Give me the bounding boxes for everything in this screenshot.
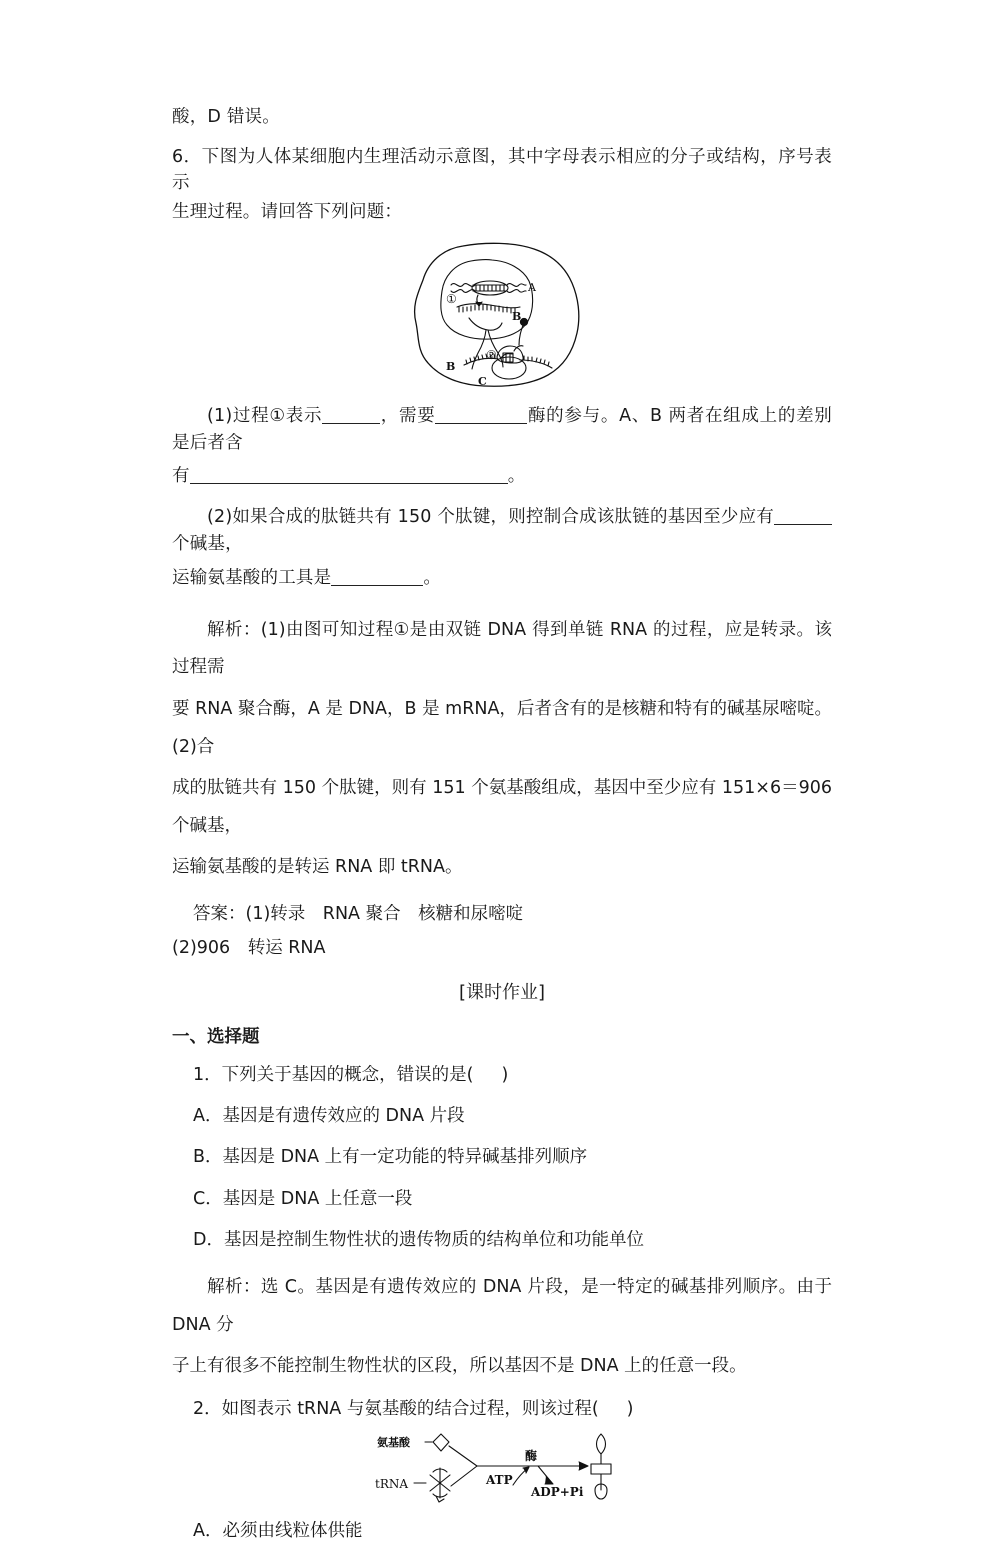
homework-q1-stem xyxy=(172,1062,832,1088)
sub1-text-c: 酶的参与。A、B 两者在组成上的差别是后者含 xyxy=(172,405,832,453)
label-amino-acid: 氨基酸 xyxy=(377,1436,410,1450)
sub1-text-e: 。 xyxy=(507,466,526,487)
sub2-text-a: (2)如果合成的肽链共有 150 个肽键，则控制合成该肽链的基因至少应有 xyxy=(207,507,774,528)
sub1-text-d: 有 xyxy=(172,466,190,487)
q6-answer-line2: (2)906 转运 RNA xyxy=(172,938,326,959)
question6-sub2-cont xyxy=(172,565,832,592)
label-process-2: ② xyxy=(486,347,497,362)
sub2-text-c: 运输氨基酸的工具是 xyxy=(172,567,332,588)
label-atp: ATP xyxy=(486,1473,513,1488)
question6-sub1-cont xyxy=(172,463,832,490)
label-molecule-b-nucleus: B xyxy=(512,309,522,323)
question6-sub2 xyxy=(172,504,832,558)
question6-figure-container xyxy=(172,233,832,393)
q2-stem-before: 2．如图表示 tRNA 与氨基酸的结合过程，则该过程( xyxy=(193,1398,599,1419)
homework-q2-stem xyxy=(172,1396,832,1422)
q1-analysis-line2: 子上有很多不能控制生物性状的区段，所以基因不是 DNA 上的任意一段。 xyxy=(172,1356,747,1377)
sub2-text-d: 。 xyxy=(423,567,442,588)
label-molecule-a: A xyxy=(528,280,536,294)
label-adp-pi: ADP+Pi xyxy=(531,1485,584,1500)
q6-analysis-line1: 解析：(1)由图可知过程①是由双链 DNA 得到单链 RNA 的过程，应是转录。该过程需 xyxy=(172,619,832,678)
sub1-blank-1[interactable] xyxy=(322,423,380,424)
q2-option-a[interactable]: A．必须由线粒体供能 xyxy=(193,1521,363,1542)
homework-section-1-title: 一、选择题 xyxy=(172,1026,260,1047)
label-process-1: ① xyxy=(446,291,457,306)
q6-analysis-line3: 成的肽链共有 150 个肽键，则有 151 个氨基酸组成，基因中至少应有 151×6＝906 个碱基， xyxy=(172,778,832,836)
sub1-blank-3[interactable] xyxy=(190,483,508,484)
q1-stem-after: ) xyxy=(501,1064,509,1085)
trna-amino-acid-binding-diagram xyxy=(373,1428,631,1508)
q2-stem-after: ) xyxy=(626,1398,634,1419)
page-content xyxy=(172,104,832,1559)
q6-answer-line1: 答案：(1)转录 RNA 聚合 核糖和尿嘧啶 xyxy=(193,904,524,924)
sub1-blank-2[interactable] xyxy=(435,423,527,424)
q6-analysis-line4: 运输氨基酸的是转运 RNA 即 tRNA。 xyxy=(172,857,463,878)
question2-figure-container xyxy=(172,1428,832,1508)
continued-text: 酸，D 错误。 xyxy=(172,107,280,127)
q1-option-c[interactable]: C．基因是 DNA 上任意一段 xyxy=(193,1188,413,1209)
sub2-blank-2[interactable] xyxy=(331,585,423,586)
homework-title: [课时作业] xyxy=(458,981,546,1003)
label-molecule-b-cytoplasm: B xyxy=(446,359,456,373)
q1-option-a[interactable]: A．基因是有遗传效应的 DNA 片段 xyxy=(193,1106,465,1126)
sub2-blank-1[interactable] xyxy=(774,524,832,525)
sub1-text-a: (1)过程①表示 xyxy=(207,405,323,426)
q1-option-b[interactable]: B．基因是 DNA 上有一定功能的特异碱基排列顺序 xyxy=(193,1147,588,1168)
q6-analysis-line2: 要 RNA 聚合酶，A 是 DNA，B 是 mRNA，后者含有的是核糖和特有的碱基尿嘧啶。(2)合 xyxy=(172,698,832,757)
question6-stem-line1: 6．下图为人体某细胞内生理活动示意图，其中字母表示相应的分子或结构，序号表示 xyxy=(172,147,832,194)
label-enzyme: 酶 xyxy=(525,1449,538,1464)
cell-transcription-translation-diagram xyxy=(402,233,602,393)
label-structure-c: C xyxy=(478,374,487,388)
sub2-text-b: 个碱基， xyxy=(172,534,243,555)
label-trna: tRNA xyxy=(375,1477,409,1492)
question6-stem-line2: 生理过程。请回答下列问题： xyxy=(172,201,403,222)
sub1-text-b: ，需要 xyxy=(380,405,436,426)
q1-analysis-line1: 解析：选 C。基因是有遗传效应的 DNA 片段，是一特定的碱基排列顺序。由于 DNA 分 xyxy=(172,1277,832,1335)
q1-option-d[interactable]: D．基因是控制生物性状的遗传物质的结构单位和功能单位 xyxy=(193,1229,644,1250)
question6-sub1 xyxy=(172,403,832,457)
q1-stem-before: 1．下列关于基因的概念，错误的是( xyxy=(193,1064,474,1085)
